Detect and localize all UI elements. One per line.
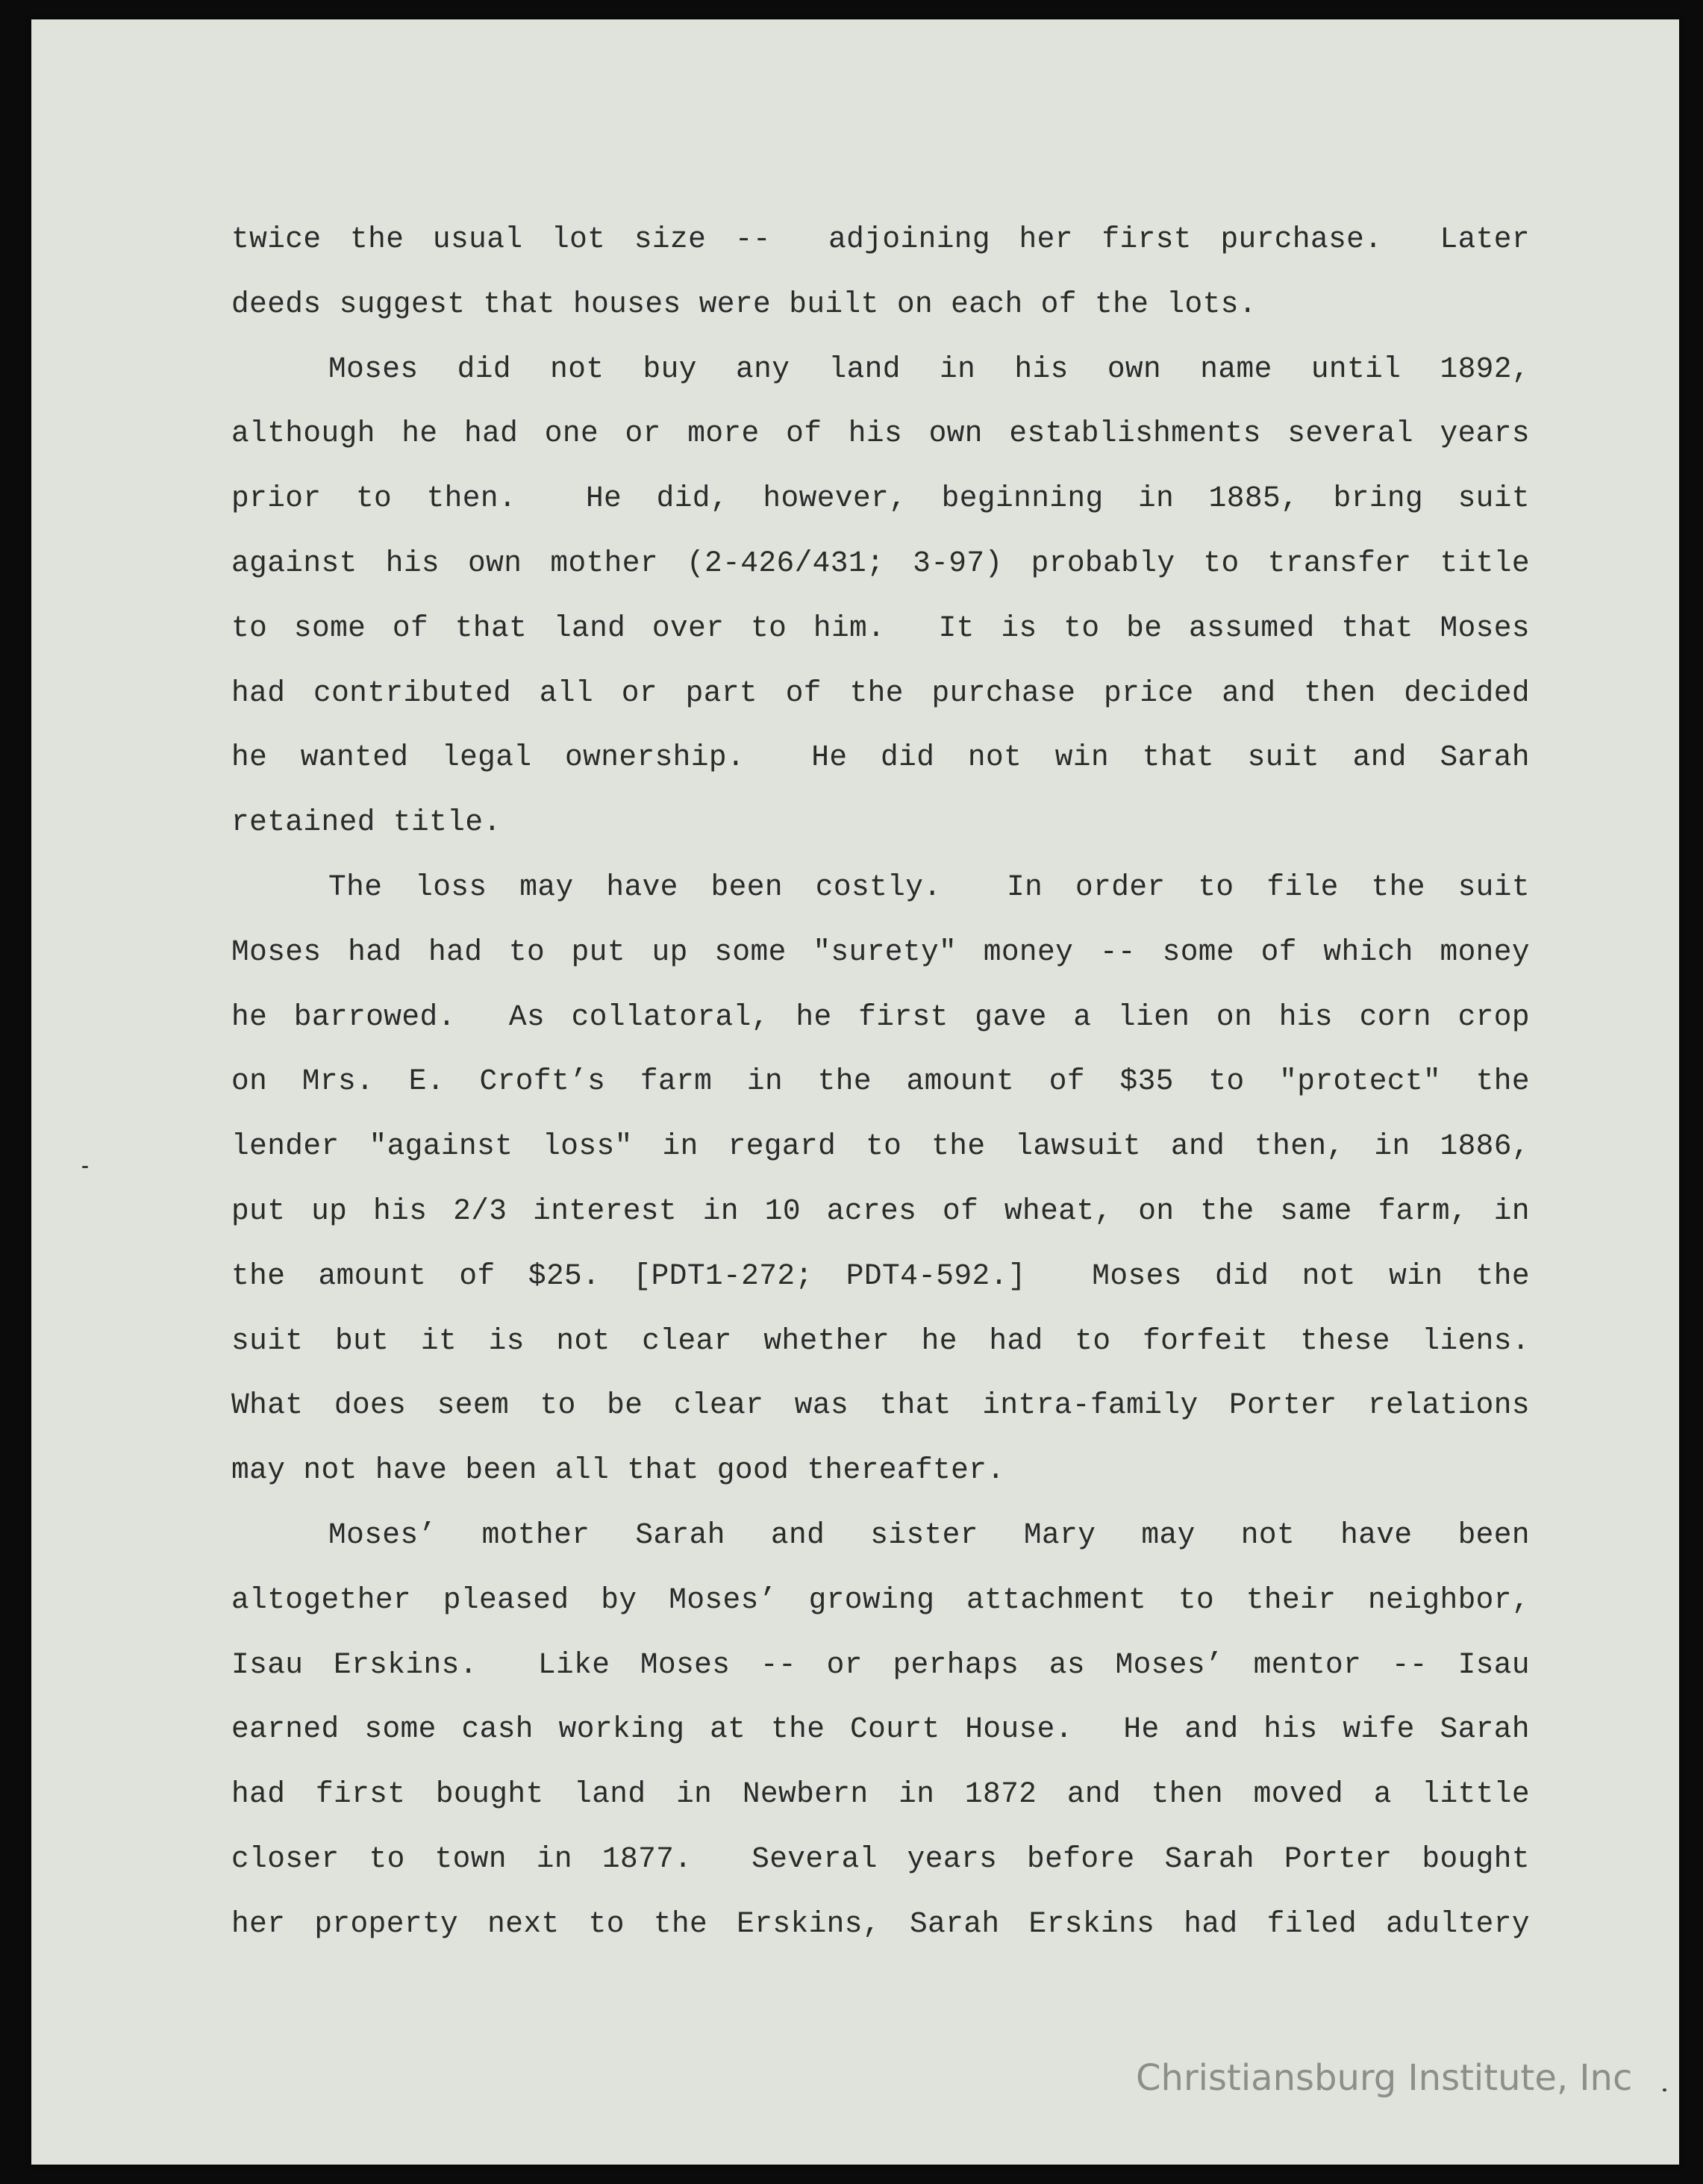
paper-speck — [1663, 2088, 1666, 2091]
text-line: closer to town in 1877. Several years before Sarah Porter bought — [231, 1841, 1530, 1876]
text-line: What does seem to be clear was that intra-family Porter relations — [231, 1388, 1530, 1423]
paragraph-start-line: Moses’ mother Sarah and sister Mary may not have been — [328, 1517, 1530, 1552]
text-line: twice the usual lot size -- adjoining her first purchase. Later — [231, 222, 1530, 256]
text-line: against his own mother (2-426/431; 3-97) probably to transfer title — [231, 546, 1530, 580]
text-line: had contributed all or part of the purchase price and then decided — [231, 676, 1530, 710]
text-line: earned some cash working at the Court House. He and his wife Sarah — [231, 1712, 1530, 1747]
text-line: altogether pleased by Moses’ growing attachment to their neighbor, — [231, 1582, 1530, 1617]
text-line: Isau Erskins. Like Moses -- or perhaps as Moses’ mentor -- Isau — [231, 1647, 1530, 1682]
text-line: had first bought land in Newbern in 1872 and then moved a little — [231, 1777, 1530, 1812]
document-page — [31, 19, 1679, 2165]
paragraph-start-line: The loss may have been costly. In order to file the suit — [328, 870, 1530, 904]
text-line: Moses had had to put up some "surety" money -- some of which money — [231, 935, 1530, 969]
text-line: he barrowed. As collatoral, he first gave a lien on his corn crop — [231, 999, 1530, 1034]
text-line: to some of that land over to him. It is to be assumed that Moses — [231, 611, 1530, 645]
text-line: deeds suggest that houses were built on each of the lots. — [231, 287, 1257, 321]
paragraph-start-line: Moses did not buy any land in his own name until 1892, — [328, 352, 1530, 386]
body-text — [231, 208, 1530, 1957]
text-line: he wanted legal ownership. He did not win that suit and Sarah — [231, 740, 1530, 775]
text-line: may not have been all that good thereafter. — [231, 1453, 1005, 1488]
watermark-text: Christiansburg Institute, Inc — [1136, 2057, 1633, 2099]
text-line: prior to then. He did, however, beginning in 1885, bring suit — [231, 481, 1530, 516]
text-line: lender "against loss" in regard to the lawsuit and then, in 1886, — [231, 1129, 1530, 1164]
text-line: retained title. — [231, 805, 501, 840]
text-line: her property next to the Erskins, Sarah Erskins had filed adultery — [231, 1906, 1530, 1941]
text-line: although he had one or more of his own establishments several years — [231, 416, 1530, 451]
text-line: put up his 2/3 interest in 10 acres of wheat, on the same farm, in — [231, 1194, 1530, 1228]
text-line: suit but it is not clear whether he had to forfeit these liens. — [231, 1323, 1530, 1358]
paper-speck — [82, 1166, 88, 1168]
text-line: on Mrs. E. Croft’s farm in the amount of $35 to "protect" the — [231, 1064, 1530, 1099]
text-line: the amount of $25. [PDT1-272; PDT4-592.] Moses did not win the — [231, 1258, 1530, 1293]
